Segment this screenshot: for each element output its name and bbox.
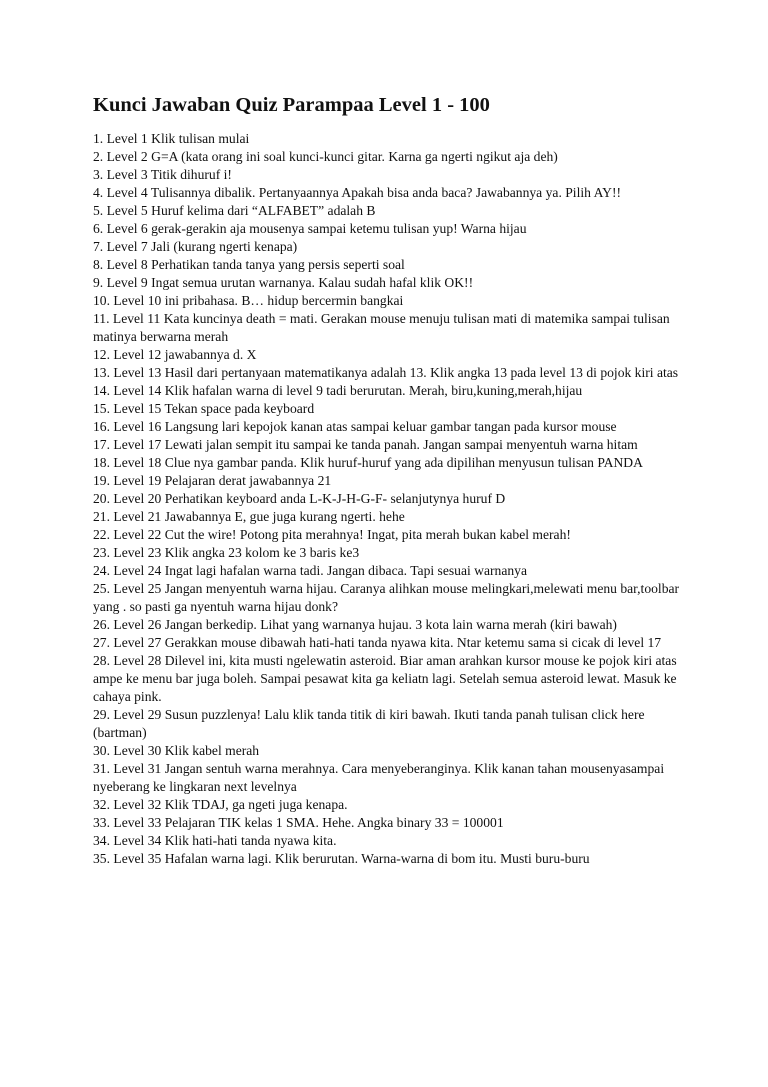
answer-entry: 8. Level 8 Perhatikan tanda tanya yang persis seperti soal: [93, 257, 405, 272]
answer-entry: 33. Level 33 Pelajaran TIK kelas 1 SMA. Hehe. Angka binary 33 = 100001: [93, 815, 504, 830]
answer-entry: 28. Level 28 Dilevel ini, kita musti ngelewatin asteroid. Biar aman arahkan kursor mouse ke pojok kiri atas ampe ke menu bar juga boleh. Sampai pesawat kita ga keliatn lagi. Setelah semua asteroid lewat. Masuk ke cahaya pink.: [93, 653, 677, 704]
answer-entry: 23. Level 23 Klik angka 23 kolom ke 3 baris ke3: [93, 545, 360, 560]
answer-entry: 21. Level 21 Jawabannya E, gue juga kurang ngerti. hehe: [93, 509, 405, 524]
answer-entry: 15. Level 15 Tekan space pada keyboard: [93, 401, 315, 416]
answer-entry: 34. Level 34 Klik hati-hati tanda nyawa kita.: [93, 833, 337, 848]
answer-entry: 27. Level 27 Gerakkan mouse dibawah hati-hati tanda nyawa kita. Ntar ketemu sama si cicak di level 17: [93, 635, 662, 650]
answer-entry: 26. Level 26 Jangan berkedip. Lihat yang warnanya hujau. 3 kota lain warna merah (kiri bawah): [93, 617, 617, 632]
answer-entry: 2. Level 2 G=A (kata orang ini soal kunci-kunci gitar. Karna ga ngerti ngikut aja deh): [93, 149, 558, 164]
answer-entry: 13. Level 13 Hasil dari pertanyaan matematikanya adalah 13. Klik angka 13 pada level 13 di pojok kiri atas: [93, 365, 679, 380]
answer-entry: 4. Level 4 Tulisannya dibalik. Pertanyaannya Apakah bisa anda baca? Jawabannya ya. Pilih AY!!: [93, 185, 622, 200]
document-content: [93, 92, 683, 868]
answer-entry: 30. Level 30 Klik kabel merah: [93, 743, 260, 758]
answer-entry: 11. Level 11 Kata kuncinya death = mati. Gerakan mouse menuju tulisan mati di matemika sampai tulisan matinya berwarna merah: [93, 311, 670, 344]
answer-entry: 17. Level 17 Lewati jalan sempit itu sampai ke tanda panah. Jangan sampai menyentuh warna hitam: [93, 437, 638, 452]
answer-entry: 9. Level 9 Ingat semua urutan warnanya. Kalau sudah hafal klik OK!!: [93, 275, 474, 290]
answer-entry: 12. Level 12 jawabannya d. X: [93, 347, 257, 362]
answer-entry: 3. Level 3 Titik dihuruf i!: [93, 167, 232, 182]
answer-entry: 10. Level 10 ini pribahasa. B… hidup bercermin bangkai: [93, 293, 404, 308]
answer-entry: 1. Level 1 Klik tulisan mulai: [93, 131, 250, 146]
answer-entry: 14. Level 14 Klik hafalan warna di level 9 tadi berurutan. Merah, biru,kuning,merah,hijau: [93, 383, 583, 398]
answer-list: [93, 130, 683, 868]
answer-entry: 29. Level 29 Susun puzzlenya! Lalu klik tanda titik di kiri bawah. Ikuti tanda panah tulisan click here (bartman): [93, 707, 645, 740]
answer-entry: 31. Level 31 Jangan sentuh warna merahnya. Cara menyeberanginya. Klik kanan tahan mousenyasampai nyeberang ke lingkaran next levelnya: [93, 761, 665, 794]
answer-entry: 35. Level 35 Hafalan warna lagi. Klik berurutan. Warna-warna di bom itu. Musti buru-buru: [93, 851, 590, 866]
answer-entry: 16. Level 16 Langsung lari kepojok kanan atas sampai keluar gambar tangan pada kursor mouse: [93, 419, 617, 434]
answer-entry: 19. Level 19 Pelajaran derat jawabannya 21: [93, 473, 332, 488]
answer-entry: 22. Level 22 Cut the wire! Potong pita merahnya! Ingat, pita merah bukan kabel merah!: [93, 527, 571, 542]
document-title: Kunci Jawaban Quiz Parampaa Level 1 - 100: [93, 94, 490, 116]
answer-entry: 25. Level 25 Jangan menyentuh warna hijau. Caranya alihkan mouse melingkari,melewati menu bar,toolbar yang . so pasti ga nyentuh warna hijau donk?: [93, 581, 680, 614]
answer-entry: 18. Level 18 Clue nya gambar panda. Klik huruf-huruf yang ada dipilihan menyusun tulisan PANDA: [93, 455, 643, 470]
answer-entry: 7. Level 7 Jali (kurang ngerti kenapa): [93, 239, 298, 254]
answer-entry: 5. Level 5 Huruf kelima dari “ALFABET” adalah B: [93, 203, 376, 218]
answer-entry: 20. Level 20 Perhatikan keyboard anda L-K-J-H-G-F- selanjutynya huruf D: [93, 491, 506, 506]
answer-entry: 6. Level 6 gerak-gerakin aja mousenya sampai ketemu tulisan yup! Warna hijau: [93, 221, 527, 236]
answer-entry: 32. Level 32 Klik TDAJ, ga ngeti juga kenapa.: [93, 797, 348, 812]
answer-entry: 24. Level 24 Ingat lagi hafalan warna tadi. Jangan dibaca. Tapi sesuai warnanya: [93, 563, 528, 578]
